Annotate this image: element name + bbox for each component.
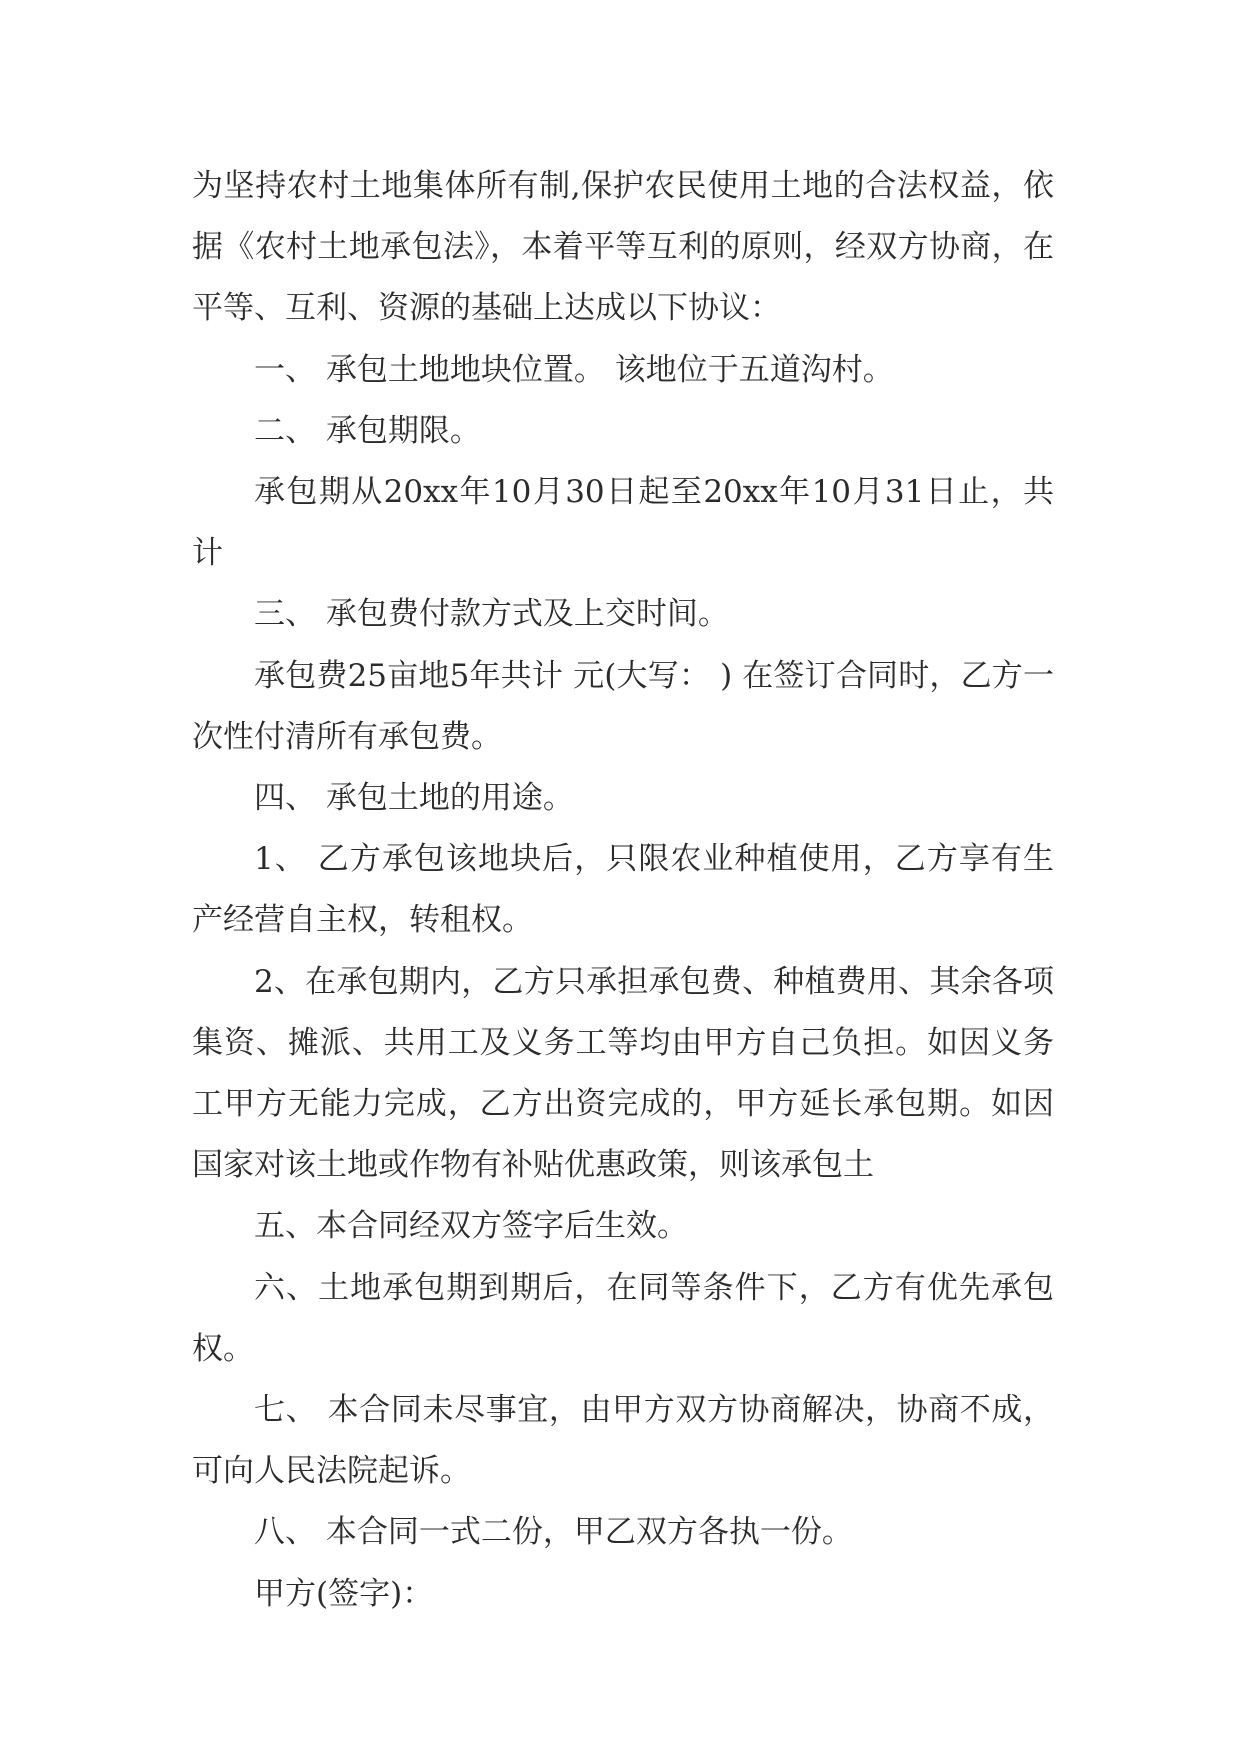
- clause-3-heading: 三、 承包费付款方式及上交时间。: [254, 596, 729, 633]
- clause-5-paragraph: 五、本合同经双方签字后生效。: [254, 1208, 688, 1245]
- clause-2-body: 承包期从20xx年10月30日起至20xx年10月31日止，共计: [192, 474, 1054, 572]
- clause-4-heading: 四、 承包土地的用途。: [254, 780, 574, 817]
- clause-6-paragraph: 六、土地承包期到期后，在同等条件下，乙方有优先承包权。: [192, 1269, 1054, 1367]
- intro-paragraph: 为坚持农村土地集体所有制,保护农民使用土地的合法权益，依据《农村土地承包法》，本着平等互利的原则，经双方协商，在平等、互利、资源的基础上达成以下协议：: [192, 168, 1054, 327]
- contract-body: [192, 156, 1054, 1625]
- clause-1-paragraph: 一、 承包土地地块位置。 该地位于五道沟村。: [254, 351, 894, 388]
- clause-8-paragraph: 八、 本合同一式二份，甲乙双方各执一份。: [254, 1514, 853, 1551]
- clause-3-body: 承包费25亩地5年共计 元(大写： ) 在签订合同时，乙方一次性付清所有承包费。: [192, 657, 1054, 755]
- clause-4-item-2: 2、在承包期内，乙方只承担承包费、种植费用、其余各项集资、摊派、共用工及义务工等均由甲方自己负担。如因义务工甲方无能力完成，乙方出资完成的，甲方延长承包期。如因国家对该土地或作物有补贴优惠政策，则该承包土: [192, 963, 1054, 1184]
- clause-7-paragraph: 七、 本合同未尽事宜，由甲方双方协商解决，协商不成，可向人民法院起诉。: [192, 1392, 1054, 1490]
- clause-2-heading: 二、 承包期限。: [254, 412, 481, 449]
- party-a-signature-line: 甲方(签字)：: [254, 1575, 434, 1612]
- clause-4-item-1: 1、 乙方承包该地块后，只限农业种植使用，乙方享有生产经营自主权，转租权。: [192, 841, 1054, 939]
